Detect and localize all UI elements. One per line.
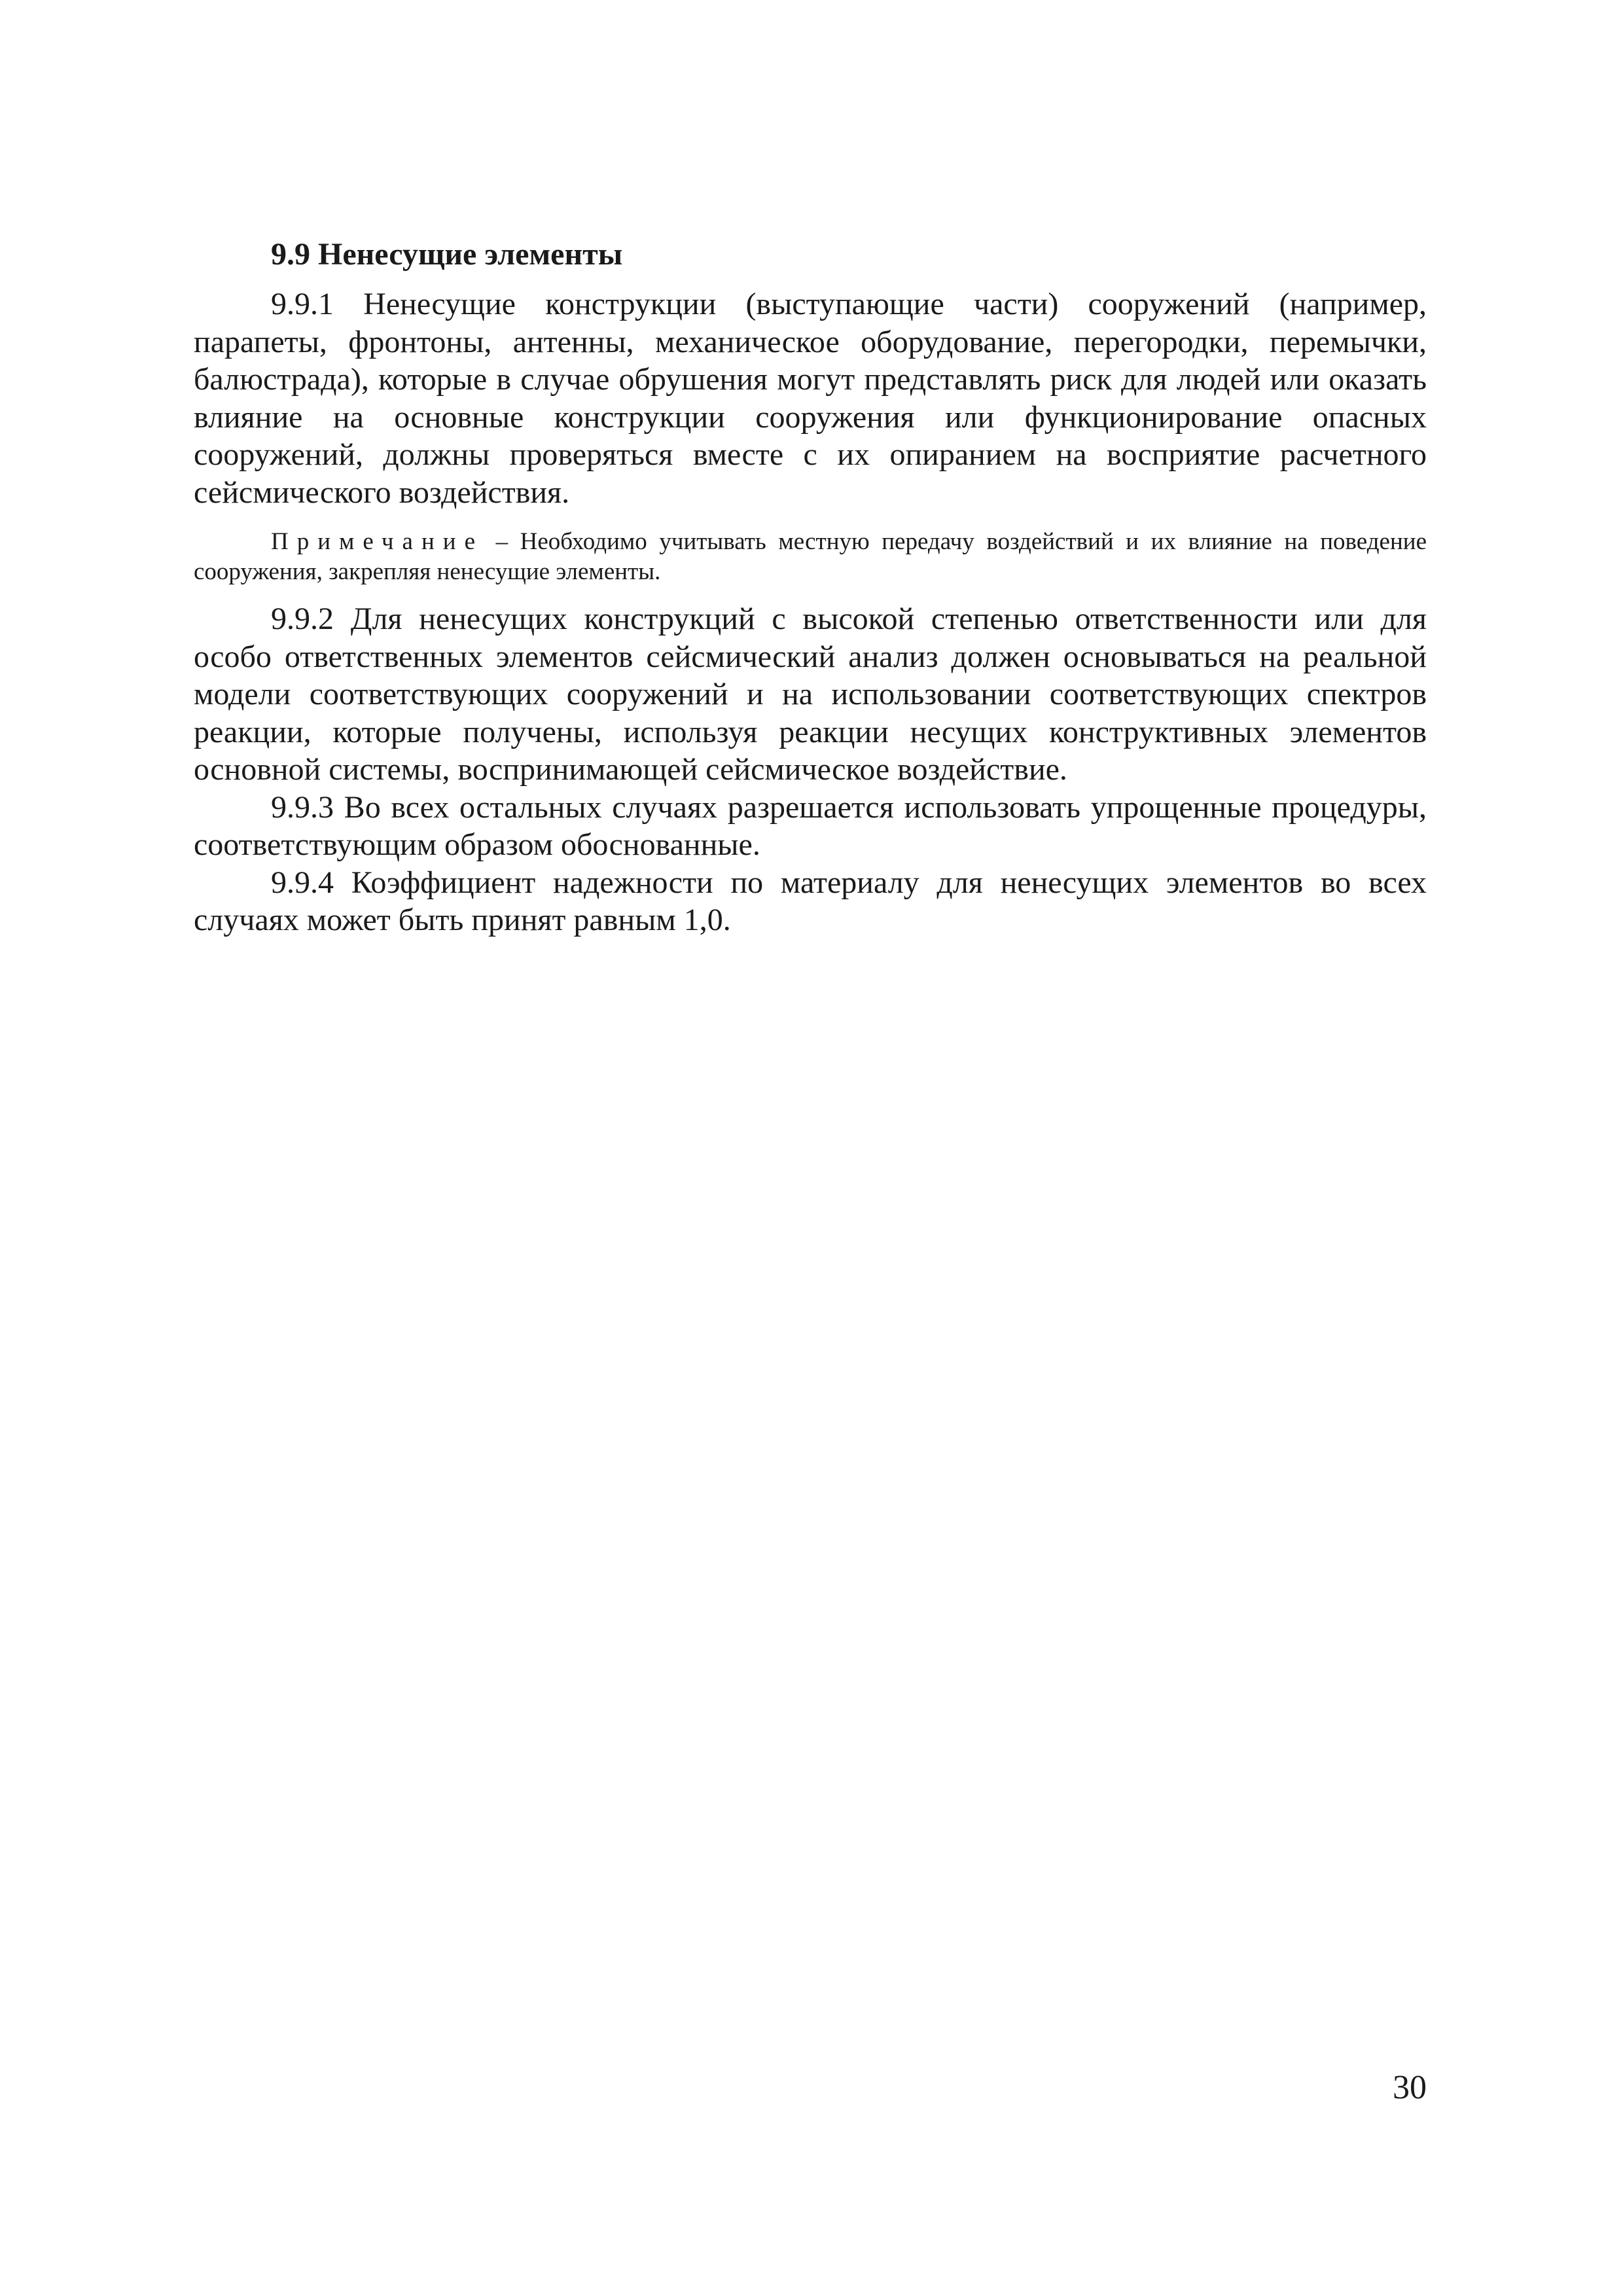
paragraph-9-9-4: 9.9.4 Коэффициент надежности по материалу для ненесущих элементов во всех случаях может быть принят равным 1,0. [194, 865, 1427, 937]
paragraph-9-9-1: 9.9.1 Ненесущие конструкции (выступающие части) сооружений (например, парапеты, фронтоны, антенны, механическое оборудование, перегородки, перемычки, балюстрада), которые в случае обрушения могут представлять риск для людей или оказать влияние на основные конструкции сооружения или функционирование опасных сооружений, должны проверяться вместе с их опиранием на восприятие расчетного сейсмического воздействия. [194, 287, 1427, 510]
section-heading: 9.9 Ненесущие элементы [271, 237, 623, 272]
note-text: – Необходимо учитывать местную передачу воздействий и их влияние на поведение сооружения, закрепляя ненесущие элементы. [194, 528, 1427, 585]
page-number: 30 [1393, 2069, 1427, 2106]
paragraph-9-9-3: 9.9.3 Во всех остальных случаях разрешается использовать упрощенные процедуры, соответствующим образом обоснованные. [194, 789, 1427, 862]
paragraph-9-9-2: 9.9.2 Для ненесущих конструкций с высокой степенью ответственности или для особо ответственных элементов сейсмический анализ должен основываться на реальной модели соответствующих сооружений и на использовании соответствующих спектров реакции, которые получены, используя реакции несущих конструктивных элементов основной системы, воспринимающей сейсмическое воздействие. [194, 601, 1427, 787]
note-label: Примечание [271, 528, 484, 555]
page-content [194, 236, 1427, 939]
note [194, 527, 1427, 587]
